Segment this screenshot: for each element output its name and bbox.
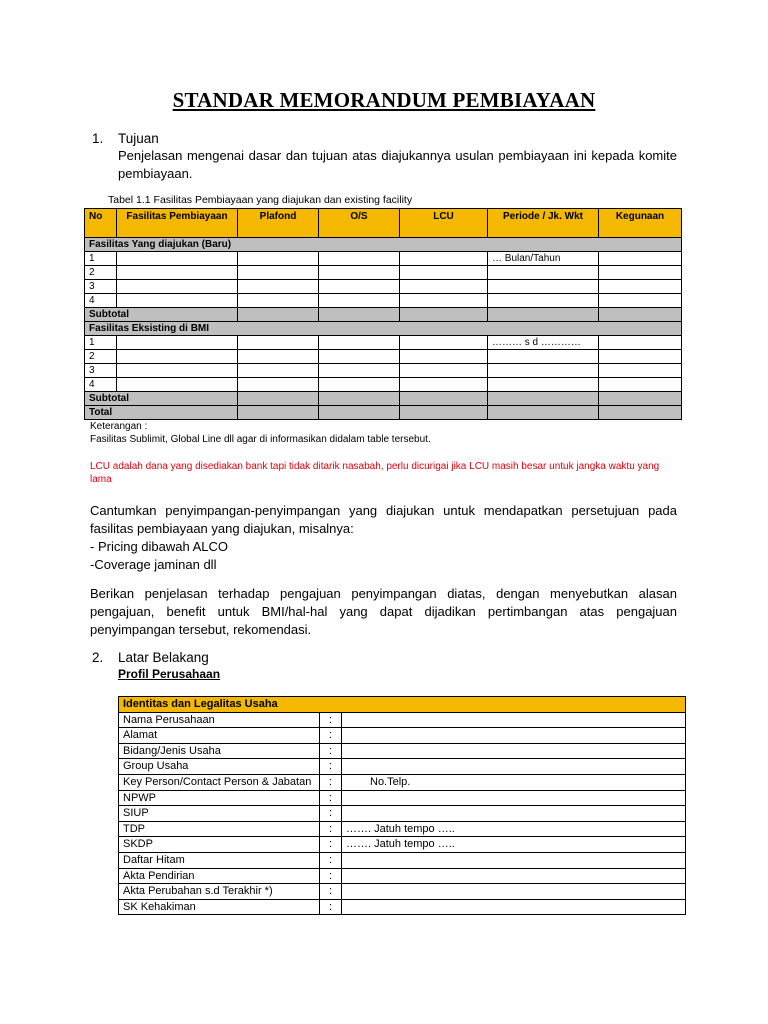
identity-value: [342, 852, 686, 868]
identity-separator: :: [320, 743, 342, 759]
section-2-heading: Latar Belakang: [118, 650, 209, 665]
identity-separator: :: [320, 899, 342, 915]
identity-row: [119, 884, 686, 900]
identity-label: SKDP: [119, 837, 320, 853]
total-label: Total: [85, 406, 238, 420]
identity-separator: :: [320, 837, 342, 853]
identity-value: [342, 899, 686, 915]
table-row: [85, 378, 682, 392]
subtotal-label: Subtotal: [85, 392, 238, 406]
identity-row: [119, 806, 686, 822]
section-1-text: Penjelasan mengenai dasar dan tujuan atas diajukannya usulan pembiayaan ini kepada komite pembiayaan.: [118, 148, 677, 181]
col-header: Periode / Jk. Wkt: [488, 209, 599, 238]
identity-row: [119, 728, 686, 744]
identity-value: [342, 806, 686, 822]
identity-label: Bidang/Jenis Usaha: [119, 743, 320, 759]
table-row: [85, 266, 682, 280]
period-cell: ……… s d …………: [488, 336, 599, 350]
identity-value: [342, 712, 686, 728]
identity-value: ……. Jatuh tempo …..: [342, 821, 686, 837]
identity-value: [342, 743, 686, 759]
identity-label: Daftar Hitam: [119, 852, 320, 868]
identity-label: SK Kehakiman: [119, 899, 320, 915]
deviation-item: -Coverage jaminan dll: [90, 557, 217, 572]
identity-separator: :: [320, 868, 342, 884]
subtotal-label: Subtotal: [85, 308, 238, 322]
table-row: [85, 280, 682, 294]
identity-row: [119, 790, 686, 806]
table-row: [85, 336, 682, 350]
identity-row: [119, 837, 686, 853]
section-1-heading: Tujuan: [118, 131, 159, 146]
subtotal-row: [85, 308, 682, 322]
period-cell: … Bulan/Tahun: [488, 252, 599, 266]
subtotal-row: [85, 392, 682, 406]
identity-label: Alamat: [119, 728, 320, 744]
identity-value: [342, 728, 686, 744]
identity-separator: :: [320, 821, 342, 837]
identity-row: [119, 743, 686, 759]
lcu-note: LCU adalah dana yang disediakan bank tapi tidak ditarik nasabah, perlu dicurigai jika LCU masih besar untuk jangka waktu yang lama: [90, 461, 660, 485]
row-number: 4: [85, 294, 117, 308]
identity-value: [342, 868, 686, 884]
row-number: 2: [85, 266, 117, 280]
identity-label: NPWP: [119, 790, 320, 806]
notes-line: Fasilitas Sublimit, Global Line dll agar di informasikan didalam table tersebut.: [90, 434, 431, 445]
identity-label: Nama Perusahaan: [119, 712, 320, 728]
col-header: Kegunaan: [599, 209, 682, 238]
identity-table: [118, 696, 686, 915]
identity-separator: :: [320, 712, 342, 728]
col-header: Plafond: [238, 209, 319, 238]
table-row: [85, 364, 682, 378]
identity-row: [119, 868, 686, 884]
identity-row: [119, 821, 686, 837]
col-header: O/S: [319, 209, 400, 238]
identity-separator: :: [320, 852, 342, 868]
row-number: 4: [85, 378, 117, 392]
group-label: Fasilitas Eksisting di BMI: [85, 322, 682, 336]
deviation-item: - Pricing dibawah ALCO: [90, 539, 229, 554]
identity-separator: :: [320, 774, 342, 790]
notes-label: Keterangan :: [90, 421, 148, 432]
identity-separator: :: [320, 806, 342, 822]
deviation-paragraph: Cantumkan penyimpangan-penyimpangan yang diajukan untuk mendapatkan persetujuan pada fasilitas pembiayaan yang diajukan, misalnya:: [90, 503, 677, 536]
company-profile-heading: Profil Perusahaan: [118, 667, 221, 681]
identity-value: No.Telp.: [342, 774, 686, 790]
identity-value: [342, 759, 686, 775]
identity-separator: :: [320, 728, 342, 744]
table-header-row: [85, 209, 682, 238]
group-row-existing: [85, 322, 682, 336]
identity-value: [342, 790, 686, 806]
identity-value: ……. Jatuh tempo …..: [342, 837, 686, 853]
total-row: [85, 406, 682, 420]
identity-label: Akta Perubahan s.d Terakhir *): [119, 884, 320, 900]
identity-row: [119, 852, 686, 868]
identity-row: [119, 712, 686, 728]
identity-row: [119, 899, 686, 915]
table-1-caption: Tabel 1.1 Fasilitas Pembiayaan yang diajukan dan existing facility: [108, 194, 413, 206]
table-row: [85, 252, 682, 266]
row-number: 3: [85, 364, 117, 378]
row-number: 2: [85, 350, 117, 364]
identity-label: SIUP: [119, 806, 320, 822]
group-label: Fasilitas Yang diajukan (Baru): [85, 238, 682, 252]
reason-paragraph: Berikan penjelasan terhadap pengajuan penyimpangan diatas, dengan menyebutkan alasan pengajuan, benefit untuk BMI/hal-hal yang dapat dijadikan pertimbangan atas pengajuan penyimpangan tersebut, rekomendasi.: [90, 586, 677, 637]
identity-label: Group Usaha: [119, 759, 320, 775]
section-1-number: 1.: [92, 131, 104, 146]
table-row: [85, 294, 682, 308]
table-row: [85, 350, 682, 364]
col-header: Fasilitas Pembiayaan: [117, 209, 238, 238]
identity-label: TDP: [119, 821, 320, 837]
col-header: LCU: [400, 209, 488, 238]
identity-value: [342, 884, 686, 900]
identity-label: Key Person/Contact Person & Jabatan: [119, 774, 320, 790]
identity-row: [119, 774, 686, 790]
group-row-new: [85, 238, 682, 252]
identity-label: Akta Pendirian: [119, 868, 320, 884]
row-number: 3: [85, 280, 117, 294]
row-number: 1: [85, 252, 117, 266]
col-header: No: [85, 209, 117, 238]
facility-table: [84, 208, 682, 420]
row-number: 1: [85, 336, 117, 350]
identity-row: [119, 759, 686, 775]
identity-separator: :: [320, 759, 342, 775]
identity-header: Identitas dan Legalitas Usaha: [119, 697, 686, 713]
identity-separator: :: [320, 790, 342, 806]
page-title: STANDAR MEMORANDUM PEMBIAYAAN: [172, 88, 596, 112]
identity-separator: :: [320, 884, 342, 900]
section-2-number: 2.: [92, 650, 104, 665]
identity-header-row: [119, 697, 686, 713]
